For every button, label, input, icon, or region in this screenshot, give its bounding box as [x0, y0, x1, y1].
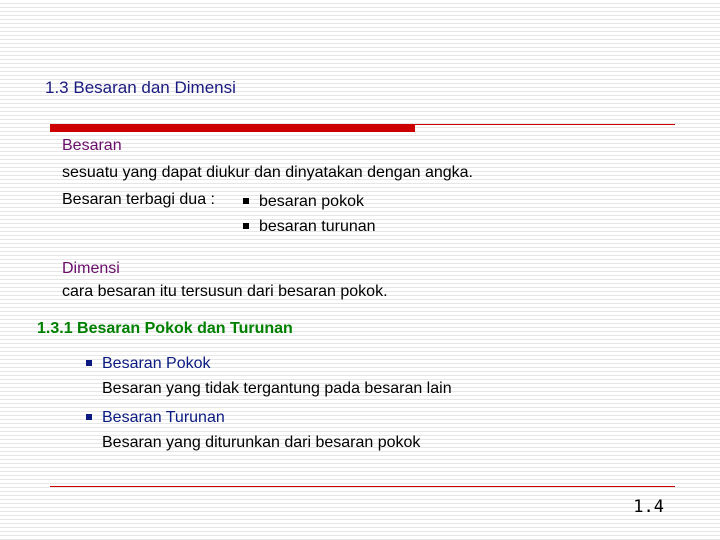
- page-number: 1.4: [633, 497, 664, 517]
- besaran-type-label: besaran turunan: [259, 218, 376, 235]
- besaran-type-label: besaran pokok: [259, 193, 364, 210]
- section-item-name: [86, 409, 225, 427]
- section-item-label: Besaran Turunan: [102, 409, 225, 426]
- slide-title: 1.3 Besaran dan Dimensi: [45, 78, 236, 97]
- besaran-division-label: Besaran terbagi dua :: [62, 191, 215, 208]
- section-item-label: Besaran Pokok: [102, 355, 211, 372]
- section-item-desc: Besaran yang diturunkan dari besaran pokok: [102, 434, 421, 451]
- section-item-name: [86, 355, 211, 373]
- square-bullet-icon: [86, 414, 92, 420]
- besaran-definition: sesuatu yang dapat diukur dan dinyatakan dengan angka.: [62, 164, 473, 181]
- besaran-type-item: [243, 193, 364, 211]
- square-bullet-icon: [86, 360, 92, 366]
- dimensi-definition: cara besaran itu tersusun dari besaran pokok.: [62, 283, 388, 300]
- title-accent-bar: [50, 124, 415, 132]
- dimensi-heading: Dimensi: [62, 260, 120, 277]
- section-item-desc: Besaran yang tidak tergantung pada besaran lain: [102, 380, 452, 397]
- footer-divider-line: [50, 486, 675, 487]
- besaran-heading: Besaran: [62, 137, 122, 154]
- square-bullet-icon: [243, 198, 249, 204]
- section-heading: 1.3.1 Besaran Pokok dan Turunan: [37, 320, 293, 337]
- title-divider-line: [415, 124, 675, 125]
- square-bullet-icon: [243, 223, 249, 229]
- besaran-type-item: [243, 218, 376, 236]
